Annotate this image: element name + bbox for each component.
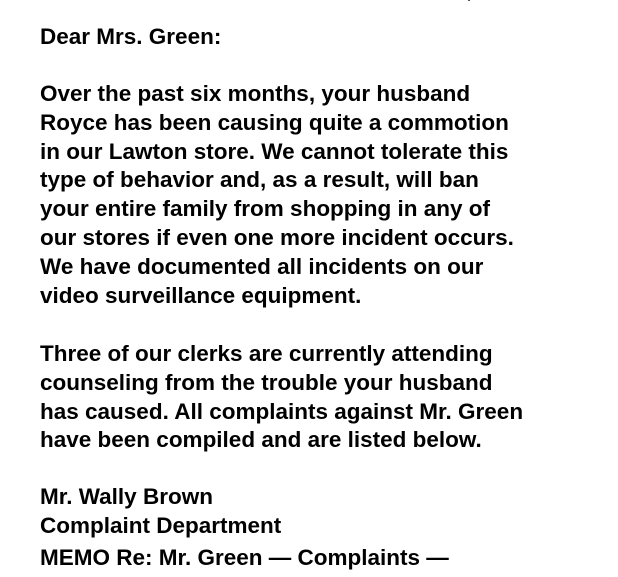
paragraph-1-line: our stores if even one more incident occurs. <box>40 224 514 250</box>
paragraph-1-line: Royce has been causing quite a commotion <box>40 109 509 135</box>
letter-greeting: Dear Mrs. Green: <box>40 24 222 49</box>
paragraph-2-line: have been compiled and are listed below. <box>40 427 482 453</box>
signature-name: Mr. Wally Brown <box>40 484 213 509</box>
letter-paragraph-2 <box>40 340 523 455</box>
paragraph-1-line: type of behavior and, as a result, will ban <box>40 167 479 193</box>
paragraph-2-line: has caused. All complaints against Mr. Green <box>40 398 524 424</box>
paragraph-1-line: in our Lawton store. We cannot tolerate this <box>40 138 509 164</box>
paragraph-1-line: We have documented all incidents on our <box>40 253 484 279</box>
paragraph-1-line: your entire family from shopping in any of <box>40 196 491 222</box>
paragraph-2-line: counseling from the trouble your husband <box>40 369 493 395</box>
paragraph-2-line: Three of our clerks are currently attending <box>40 341 493 366</box>
paragraph-1-line: video surveillance equipment. <box>40 282 362 308</box>
letter-paragraph-1 <box>40 80 514 310</box>
memo-heading: MEMO Re: Mr. Green — Complaints — <box>40 545 449 570</box>
signature-department: Complaint Department <box>40 512 282 538</box>
paragraph-1-line: Over the past six months, your husband <box>40 81 471 106</box>
letter-signature <box>40 483 281 541</box>
page-edge-mark <box>468 0 470 1</box>
